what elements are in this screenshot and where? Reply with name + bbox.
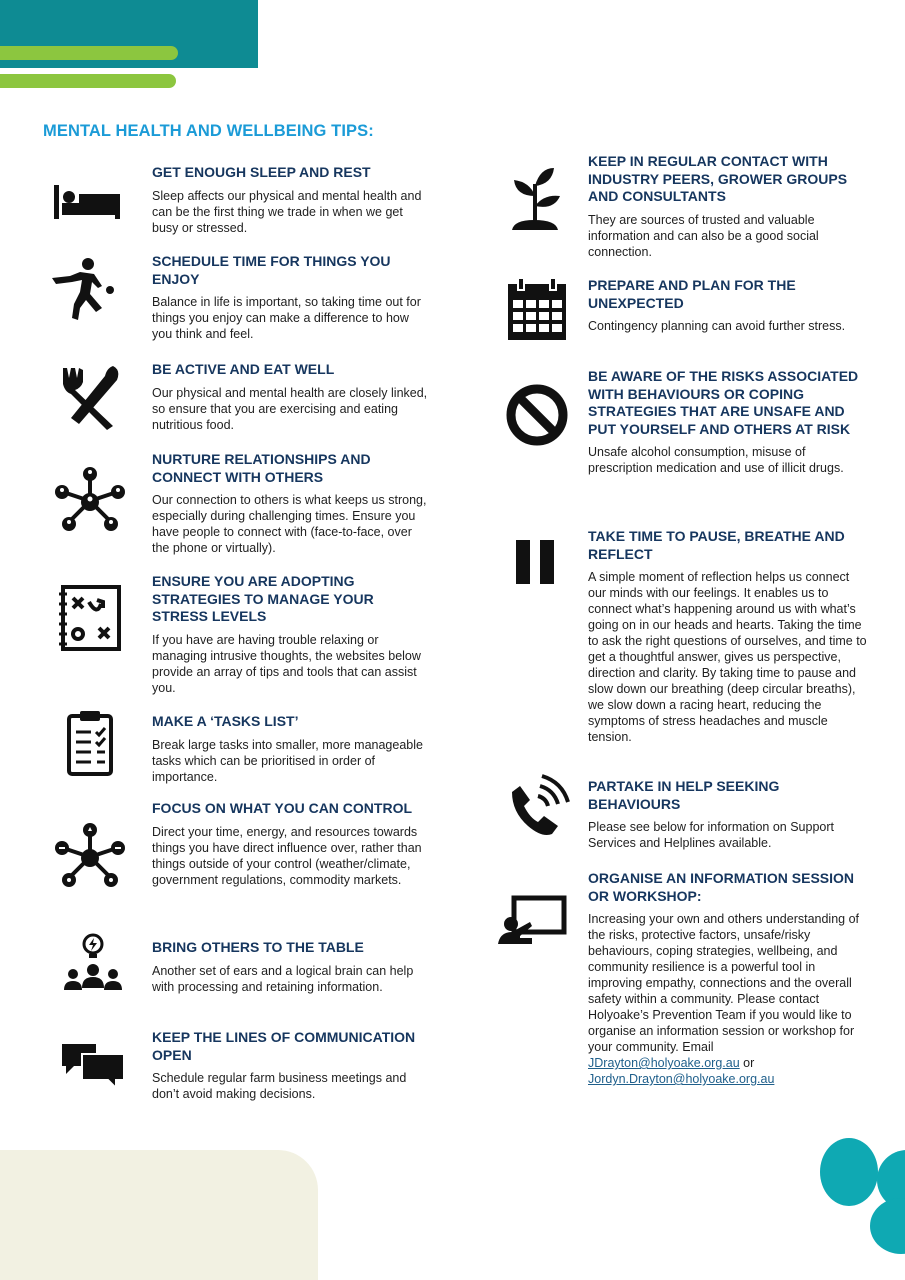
footer-teal-blob	[870, 1198, 905, 1254]
tip-heading: NURTURE RELATIONSHIPS AND CONNECT WITH OTHERS	[152, 451, 371, 485]
tip-heading: FOCUS ON WHAT YOU CAN CONTROL	[152, 800, 413, 816]
tip-heading: PREPARE AND PLAN FOR THE UNEXPECTED	[588, 277, 796, 311]
tip-heading: MAKE A ‘TASKS LIST’	[152, 713, 299, 729]
tip-heading: GET ENOUGH SLEEP AND REST	[152, 164, 371, 180]
tip-heading: TAKE TIME TO PAUSE, BREATHE AND REFLECT	[588, 528, 845, 562]
tip-body: Unsafe alcohol consumption, misuse of prescription medication and use of illicit drugs.	[588, 445, 844, 475]
tip-heading: PARTAKE IN HELP SEEKING BEHAVIOURS	[588, 778, 780, 812]
tip-heading: BE AWARE OF THE RISKS ASSOCIATED WITH BEHAVIOURS OR COPING STRATEGIES THAT ARE UNSAFE AND PUT YOURSELF AND OTHERS AT RISK	[588, 368, 859, 437]
chat-bubbles-icon	[58, 1032, 128, 1102]
tip-others-table	[152, 939, 432, 995]
pause-icon	[500, 528, 570, 598]
tip-heading: BRING OTHERS TO THE TABLE	[152, 939, 364, 955]
tip-body: A simple moment of reflection helps us connect our minds with our feelings. It enables us to connect what’s happening around us with what’s going on in our heads and hearts. Taking the time to ask the right questions of ourselves, and time to get a thoughtful answer, gives us perspective, direction and clarity. By taking time to pause and slow down our breathing (deep circular breaths), we slow down a racing heart, reducing the symptoms of stress headaches and muscle tension.	[588, 570, 867, 744]
calendar-icon	[502, 274, 572, 344]
tip-body: Contingency planning can avoid further stress.	[588, 319, 846, 333]
tip-enjoy	[152, 253, 432, 342]
tip-body-text: Increasing your own and others understanding of the risks, protective factors, unsafe/risky behaviours, coping strategies, wellbeing, and community resilience is a powerful tool in improving empathy, connections and the overall safety within a community. Please contact Holyoake’s Prevention Team if you would like to organise an information session or workshop for your community. Email	[588, 912, 860, 1054]
people-network-icon	[55, 466, 125, 536]
team-idea-icon	[58, 932, 128, 1002]
tip-help-seeking	[588, 778, 870, 851]
strategy-notebook-icon	[57, 584, 127, 654]
tip-heading: KEEP IN REGULAR CONTACT WITH INDUSTRY PEERS, GROWER GROUPS AND CONSULTANTS	[588, 153, 848, 204]
tip-body: Direct your time, energy, and resources towards things you have direct influence over, rather than things outside of your control (weather/climate, government regulations, commodity markets.	[152, 824, 422, 887]
page-title: MENTAL HEALTH AND WELLBEING TIPS:	[43, 122, 374, 140]
email-connector: or	[739, 1056, 755, 1070]
clipboard-checklist-icon	[55, 708, 125, 778]
tip-communication	[152, 1029, 432, 1102]
tip-industry-peers	[588, 153, 870, 260]
tip-heading: ENSURE YOU ARE ADOPTING STRATEGIES TO MANAGE YOUR STRESS LEVELS	[152, 573, 374, 624]
plant-sprout-icon	[500, 164, 570, 234]
tip-body: Balance in life is important, so taking time out for things you enjoy can make a difference to how you think and feel.	[152, 295, 421, 341]
tip-body: Please see below for information on Support Services and Helplines available.	[588, 820, 834, 850]
tip-body: Break large tasks into smaller, more manageable tasks which can be prioritised in order of importance.	[152, 737, 423, 784]
tip-body: Our connection to others is what keeps us strong, especially during challenging times. Ensure you have people to connect with (face-to-face, over the phone or virtually).	[152, 493, 427, 555]
sports-player-icon	[50, 256, 120, 326]
email-link-jordyn[interactable]: Jordyn.Drayton@holyoake.org.au	[588, 1072, 775, 1086]
tip-body: Schedule regular farm business meetings and don’t avoid making decisions.	[152, 1071, 407, 1101]
tip-heading: SCHEDULE TIME FOR THINGS YOU ENJOY	[152, 253, 391, 287]
tip-heading: KEEP THE LINES OF COMMUNICATION OPEN	[152, 1029, 416, 1063]
header-green-stripe	[0, 46, 178, 60]
influence-network-icon	[55, 822, 125, 892]
fork-knife-icon	[55, 362, 125, 432]
email-link-jdrayton[interactable]: JDrayton@holyoake.org.au	[588, 1056, 740, 1070]
tip-heading: ORGANISE AN INFORMATION SESSION OR WORKSHOP:	[588, 870, 855, 904]
bed-icon	[52, 167, 122, 237]
footer-teal-blob	[820, 1138, 878, 1206]
tip-body: Our physical and mental health are closely linked, so ensure that you are exercising and eating nutritious food.	[152, 385, 428, 432]
phone-ringing-icon	[502, 772, 572, 842]
tip-tasks-list	[152, 713, 432, 785]
tip-body: If you have are having trouble relaxing or managing intrusive thoughts, the websites below provide an array of tips and tools that can assist you.	[152, 632, 421, 695]
tip-risks	[588, 368, 870, 476]
tip-body: They are sources of trusted and valuable information and can also be a good social connection.	[588, 212, 819, 259]
tip-body: Sleep affects our physical and mental health and can be the first thing we trade in when we get busy or stressed.	[152, 188, 422, 235]
tip-pause	[588, 528, 870, 745]
tip-active	[152, 361, 432, 433]
tip-body	[588, 911, 870, 1087]
header-green-stripe	[0, 74, 176, 88]
tip-strategies	[152, 573, 432, 696]
tip-heading: BE ACTIVE AND EAT WELL	[152, 361, 335, 377]
prohibited-icon	[502, 380, 572, 450]
presentation-icon	[498, 888, 568, 958]
footer-cream-block	[0, 1150, 318, 1280]
tip-body: Another set of ears and a logical brain can help with processing and retaining information.	[152, 963, 414, 994]
tip-sleep	[152, 164, 432, 236]
tip-plan-unexpected	[588, 277, 870, 334]
tip-info-session	[588, 870, 870, 1087]
tip-control	[152, 800, 432, 888]
tip-relationships	[152, 451, 432, 556]
